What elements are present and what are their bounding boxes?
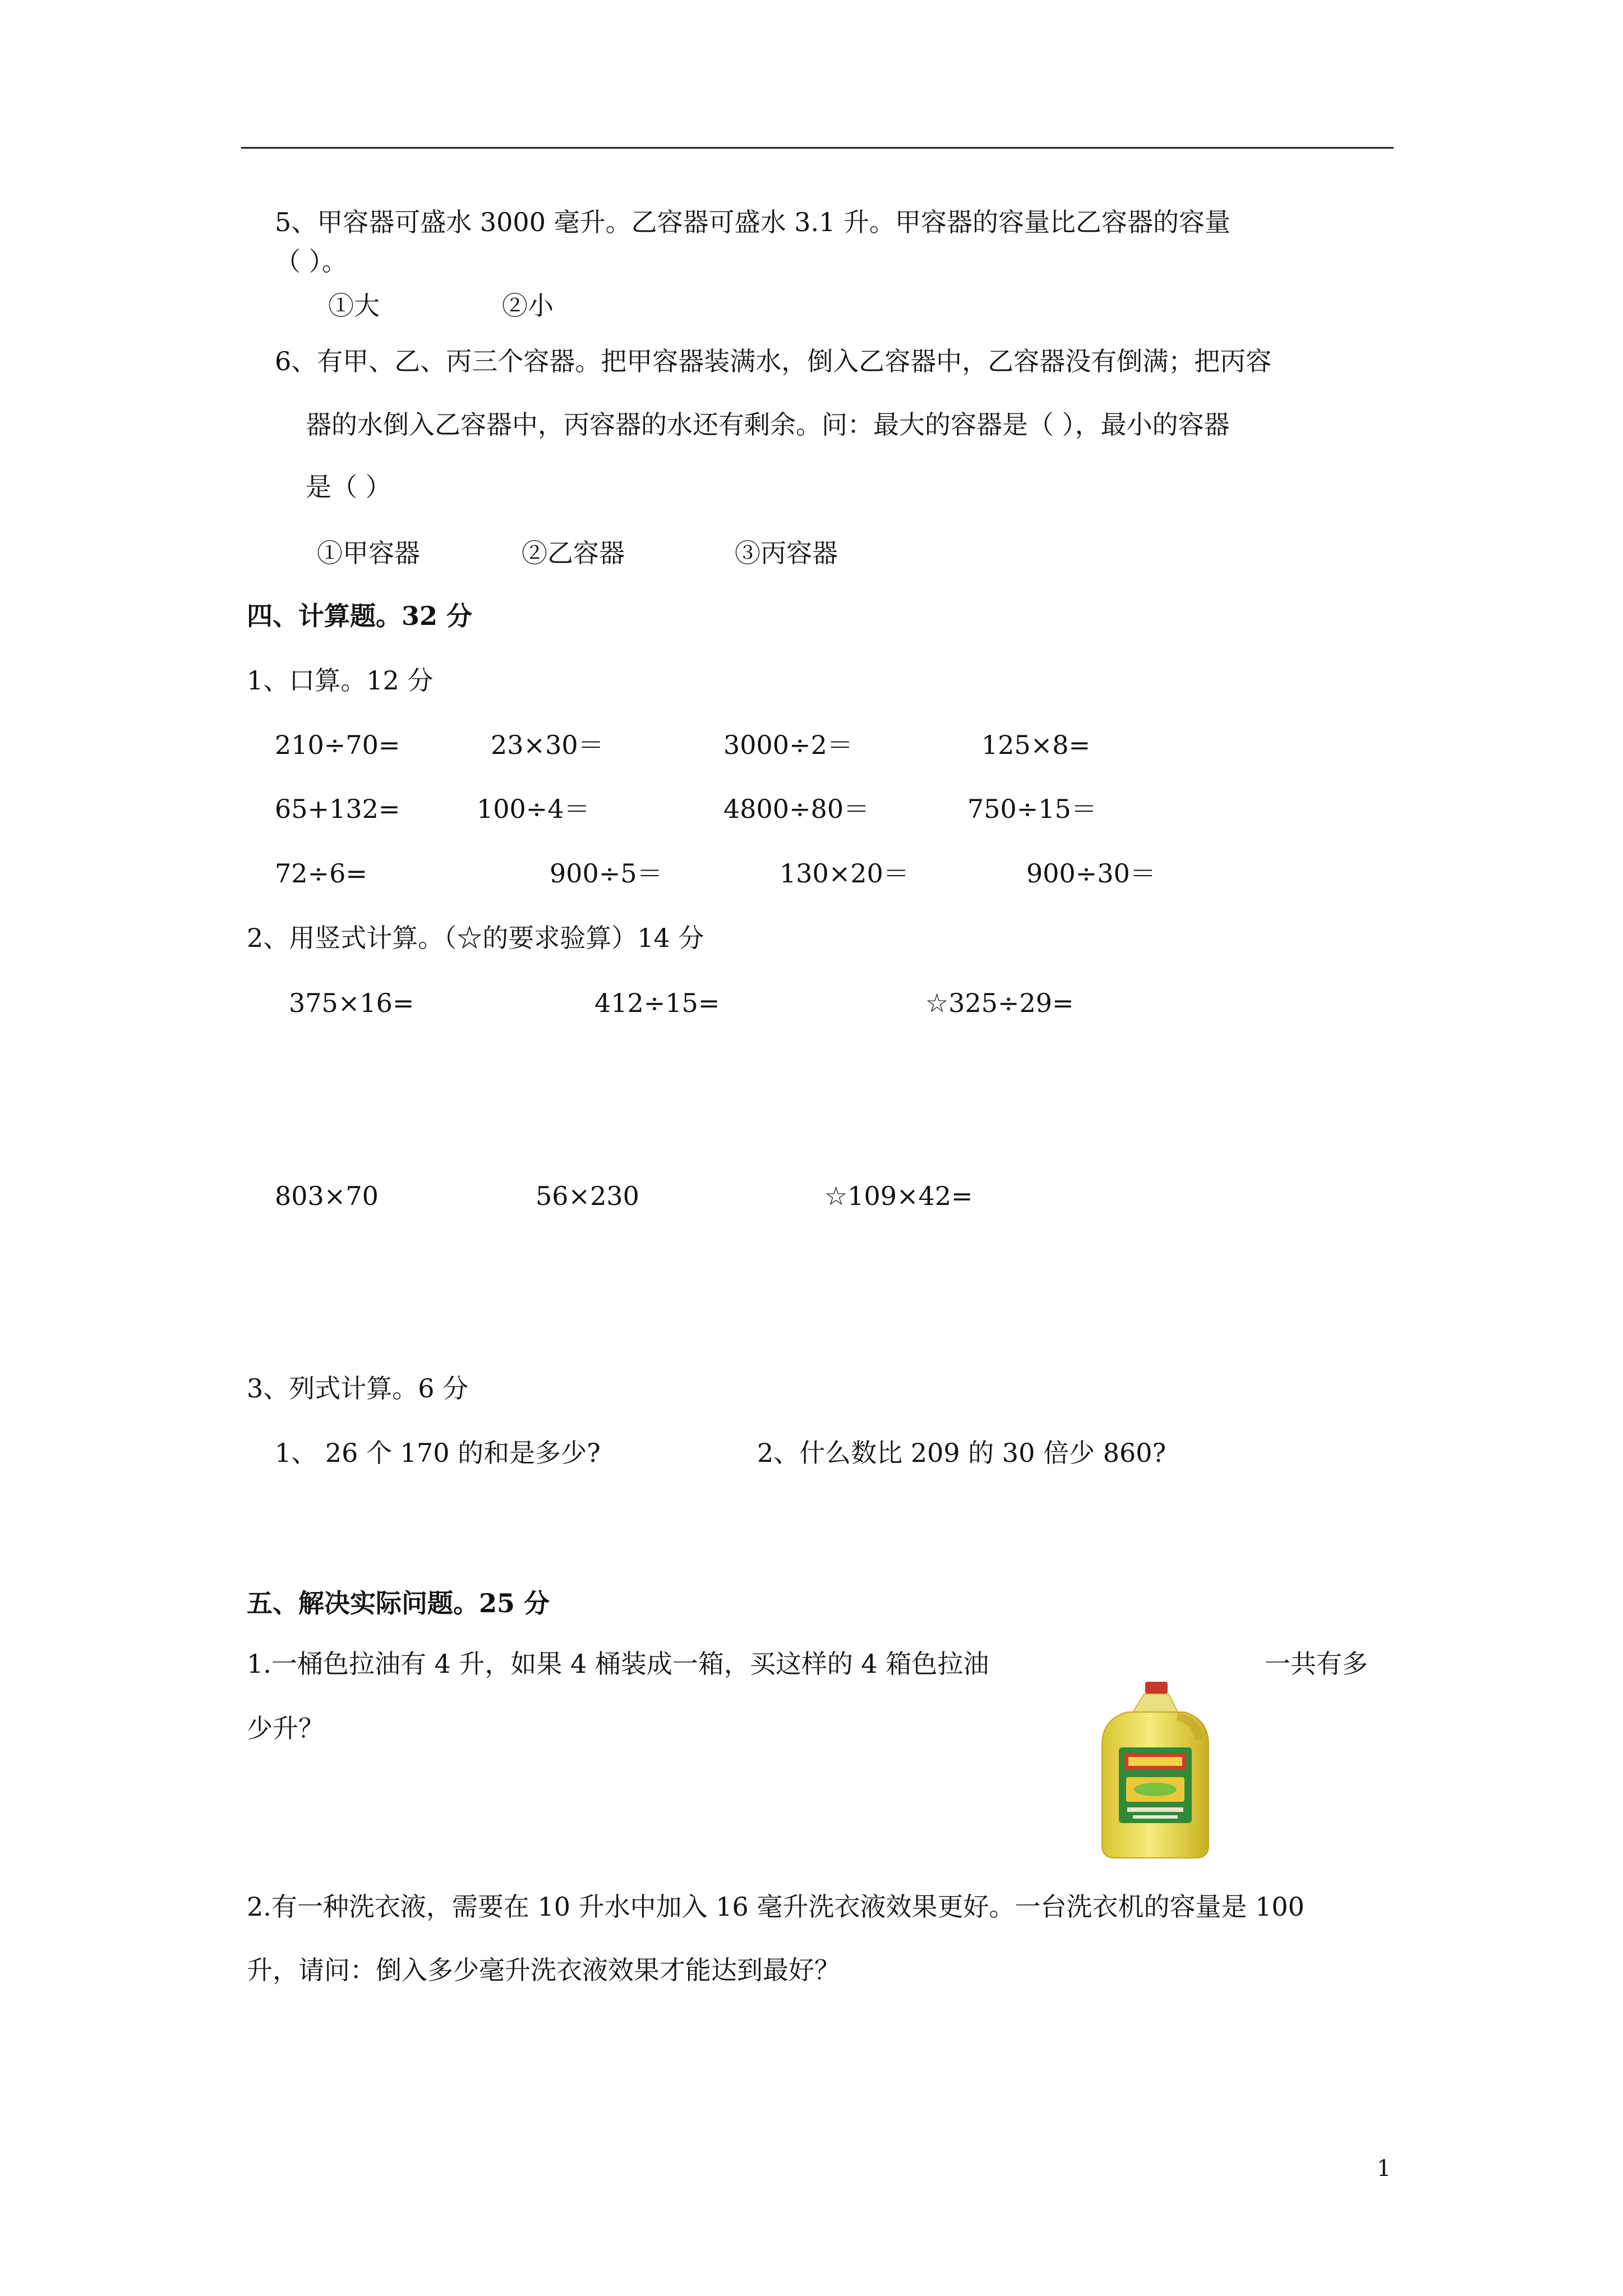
vertical-item: ☆109×42= — [824, 1181, 973, 1211]
q6-line1: 6、有甲、乙、丙三个容器。把甲容器装满水，倒入乙容器中，乙容器没有倒满；把丙容 — [275, 346, 1272, 376]
oral-item: 125×8= — [981, 730, 1091, 760]
q5-option-2: ②小 — [502, 291, 554, 321]
formula-item-2: 2、什么数比 209 的 30 倍少 860? — [757, 1438, 1166, 1468]
page-number: 1 — [1377, 2156, 1391, 2182]
q6-option-1: ①甲容器 — [317, 538, 420, 568]
oral-item: 3000÷2＝ — [723, 730, 853, 760]
q6-option-3: ③丙容器 — [735, 538, 838, 568]
section4-title: 四、计算题。32 分 — [247, 601, 473, 631]
vertical-item: 803×70 — [275, 1181, 379, 1211]
oral-item: 750÷15＝ — [967, 794, 1097, 824]
q6-line3: 是（ ） — [306, 472, 391, 502]
vertical-item: 412÷15= — [594, 988, 720, 1018]
problem1-line2: 少升？ — [247, 1713, 324, 1743]
oral-item: 100÷4＝ — [477, 794, 590, 824]
oral-item: 72÷6= — [275, 858, 367, 889]
oral-item: 130×20＝ — [780, 858, 909, 889]
q5-option-1: ①大 — [328, 291, 380, 321]
problem1-line1: 1.一桶色拉油有 4 升，如果 4 桶装成一箱，买这样的 4 箱色拉油 — [247, 1649, 989, 1679]
oral-item: 4800÷80＝ — [723, 794, 870, 824]
problem2-line2: 升，请问：倒入多少毫升洗衣液效果才能达到最好？ — [247, 1955, 840, 1985]
formula-item-1: 1、 26 个 170 的和是多少? — [275, 1438, 601, 1468]
vertical-calc-title: 2、用竖式计算。（☆的要求验算）14 分 — [247, 923, 704, 953]
vertical-item: ☆325÷29= — [925, 988, 1074, 1018]
oral-item: 23×30＝ — [491, 730, 604, 760]
oral-item: 900÷5＝ — [550, 858, 663, 889]
header-rule — [241, 147, 1394, 149]
vertical-item: 56×230 — [536, 1181, 639, 1211]
problem1-line1-end: 一共有多 — [1265, 1649, 1368, 1679]
oral-item: 210÷70= — [275, 730, 400, 760]
q6-line2: 器的水倒入乙容器中，丙容器的水还有剩余。问：最大的容器是（ ），最小的容器 — [306, 409, 1230, 440]
oral-calc-title: 1、口算。12 分 — [247, 665, 434, 696]
oral-item: 65+132= — [275, 794, 400, 824]
q6-option-2: ②乙容器 — [522, 538, 625, 568]
vertical-item: 375×16= — [289, 988, 414, 1018]
oral-item: 900÷30＝ — [1026, 858, 1156, 889]
section5-title: 五、解决实际问题。25 分 — [247, 1588, 550, 1618]
q5-line2: （ ）。 — [275, 246, 348, 277]
q5-line1: 5、甲容器可盛水 3000 毫升。乙容器可盛水 3.1 升。甲容器的容量比乙容器的容量 — [275, 207, 1230, 237]
cooking-oil-bottle-image — [1094, 1677, 1217, 1862]
problem2-line1: 2.有一种洗衣液，需要在 10 升水中加入 16 毫升洗衣液效果更好。一台洗衣机的容量是 100 — [247, 1892, 1304, 1922]
formula-calc-title: 3、列式计算。6 分 — [247, 1373, 469, 1404]
